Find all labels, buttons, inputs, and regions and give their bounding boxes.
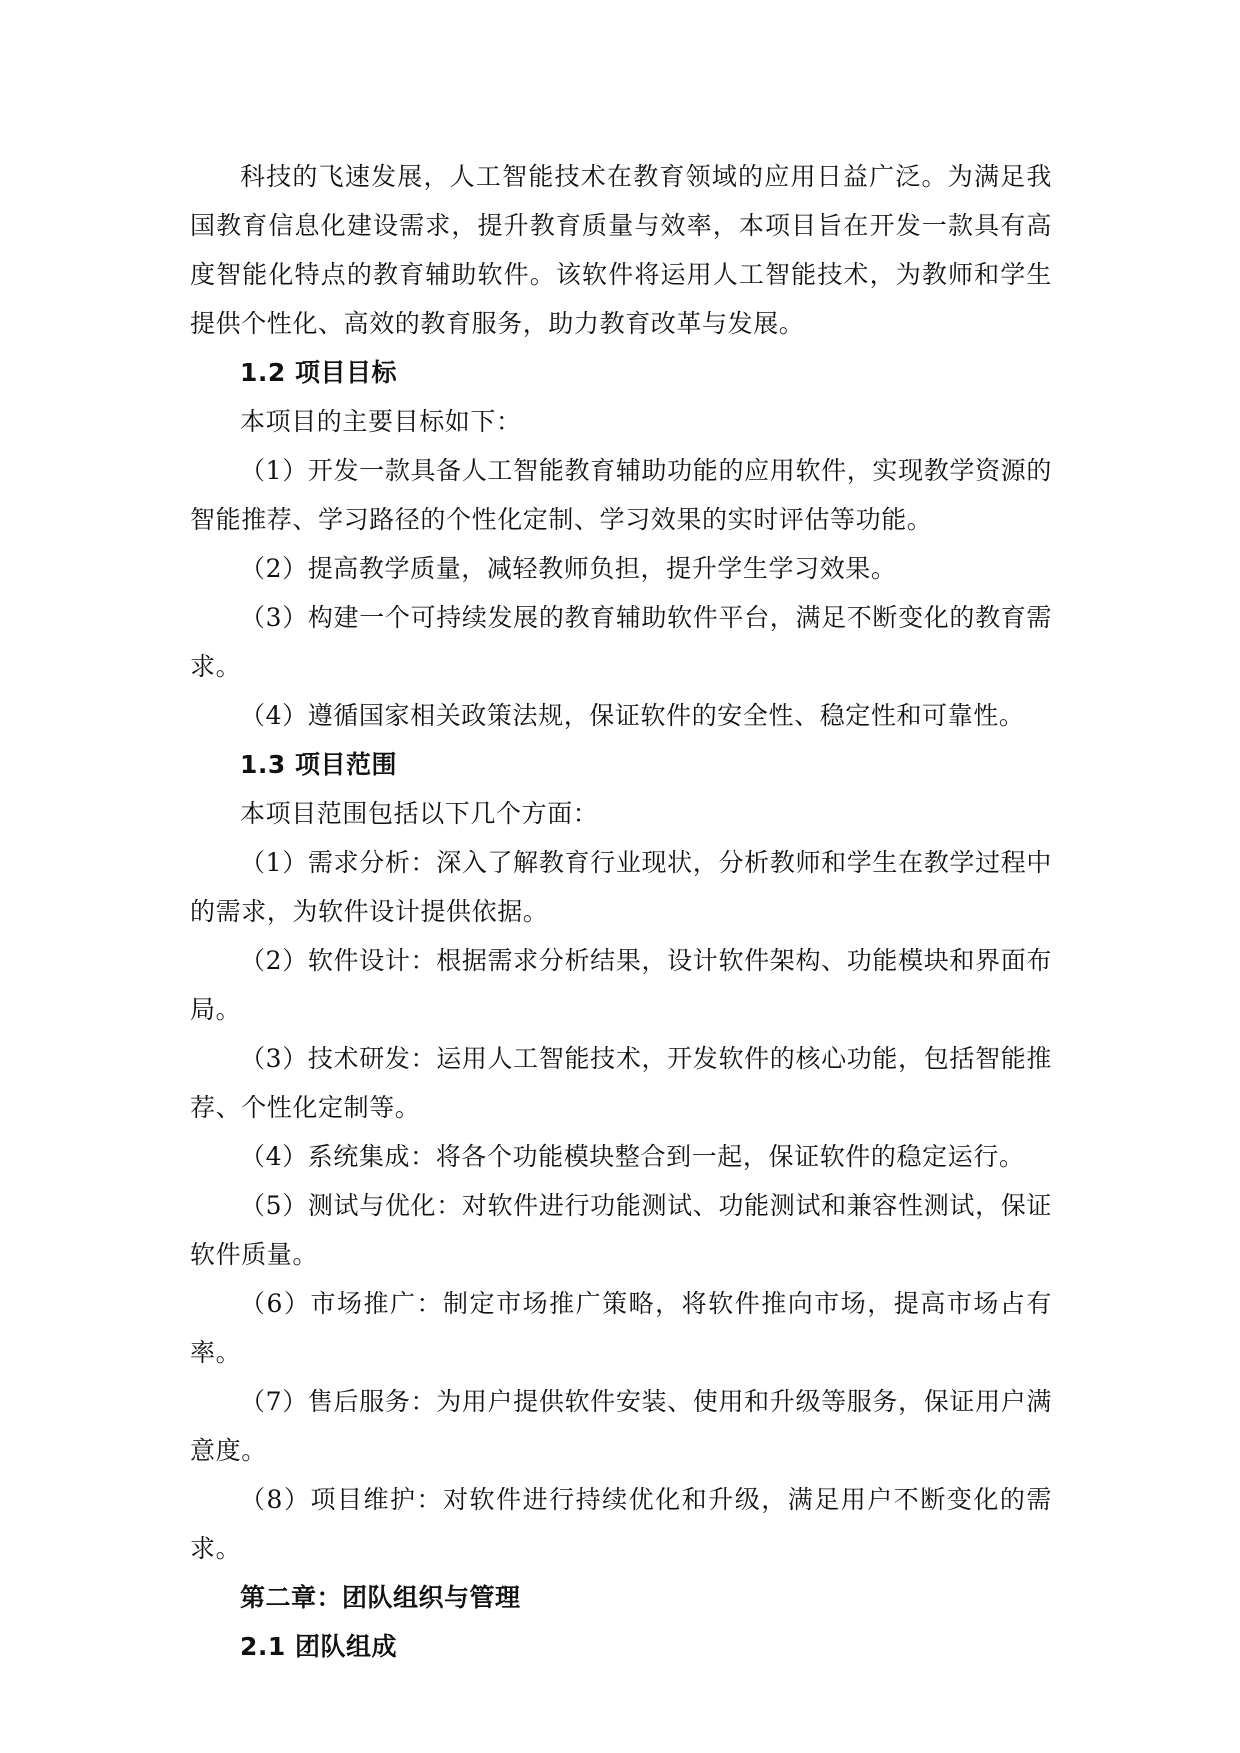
list-item-scope-3: （3）技术研发：运用人工智能技术，开发软件的核心功能，包括智能推荐、个性化定制等。: [190, 1044, 1052, 1122]
list-item-goal-1: （1）开发一款具备人工智能教育辅助功能的应用软件，实现教学资源的智能推荐、学习路径的个性化定制、学习效果的实时评估等功能。: [190, 456, 1052, 534]
section-heading-1-3: 1.3 项目范围: [240, 750, 397, 779]
intro-paragraph: 科技的飞速发展，人工智能技术在教育领域的应用日益广泛。为满足我国教育信息化建设需求，提升教育质量与效率，本项目旨在开发一款具有高度智能化特点的教育辅助软件。该软件将运用人工智能技术，为教师和学生提供个性化、高效的教育服务，助力教育改革与发展。: [190, 162, 1052, 338]
list-item-scope-7: （7）售后服务：为用户提供软件安装、使用和升级等服务，保证用户满意度。: [190, 1387, 1052, 1465]
section-lead-1-3: 本项目范围包括以下几个方面：: [240, 799, 599, 828]
list-item-scope-8: （8）项目维护：对软件进行持续优化和升级，满足用户不断变化的需求。: [190, 1485, 1052, 1563]
section-lead-1-2: 本项目的主要目标如下：: [240, 407, 522, 436]
list-item-goal-2: （2）提高教学质量，减轻教师负担，提升学生学习效果。: [240, 554, 897, 583]
section-heading-1-2: 1.2 项目目标: [240, 358, 397, 387]
list-item-goal-4: （4）遵循国家相关政策法规，保证软件的安全性、稳定性和可靠性。: [240, 701, 1025, 730]
list-item-scope-6: （6）市场推广：制定市场推广策略，将软件推向市场，提高市场占有率。: [190, 1289, 1052, 1367]
chapter-heading-2: 第二章：团队组织与管理: [240, 1583, 521, 1612]
document-page: [190, 152, 1052, 1671]
section-heading-2-1: 2.1 团队组成: [240, 1632, 397, 1661]
list-item-goal-3: （3）构建一个可持续发展的教育辅助软件平台，满足不断变化的教育需求。: [190, 603, 1052, 681]
list-item-scope-1: （1）需求分析：深入了解教育行业现状，分析教师和学生在教学过程中的需求，为软件设计提供依据。: [190, 848, 1052, 926]
list-item-scope-5: （5）测试与优化：对软件进行功能测试、功能测试和兼容性测试，保证软件质量。: [190, 1191, 1052, 1269]
list-item-scope-2: （2）软件设计：根据需求分析结果，设计软件架构、功能模块和界面布局。: [190, 946, 1052, 1024]
list-item-scope-4: （4）系统集成：将各个功能模块整合到一起，保证软件的稳定运行。: [240, 1142, 1025, 1171]
